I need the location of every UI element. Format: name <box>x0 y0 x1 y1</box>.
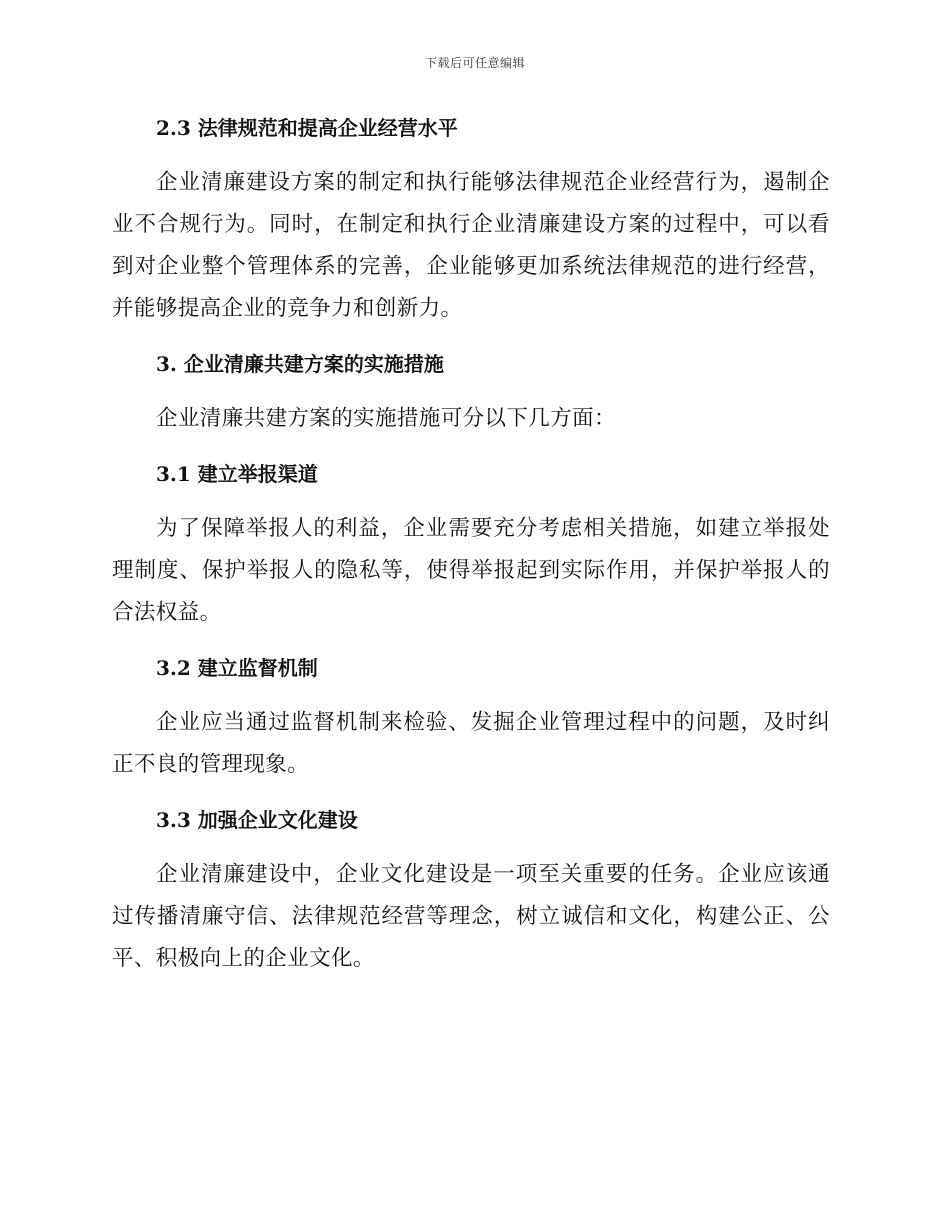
section-heading-3: 3. 企业清廉共建方案的实施措施 <box>156 352 444 376</box>
section-paragraph: 企业清廉建设中，企业文化建设是一项至关重要的任务。企业应该通过传播清廉守信、法律规范经营等理念，树立诚信和文化，构建公正、公平、积极向上的企业文化。 <box>112 862 830 971</box>
section-paragraph: 企业清廉建设方案的制定和执行能够法律规范企业经营行为，遏制企业不合规行为。同时，在制定和执行企业清廉建设方案的过程中，可以看到对企业整个管理体系的完善，企业能够更加系统法律规范的进行经营，并能够提高企业的竞争力和创新力。 <box>112 170 830 321</box>
section-paragraph: 企业应当通过监督机制来检验、发掘企业管理过程中的问题，及时纠正不良的管理现象。 <box>112 710 830 777</box>
page-header: 下载后可任意编辑 <box>424 56 525 70</box>
section-heading-3-3: 3.3 加强企业文化建设 <box>156 808 358 832</box>
document-body <box>112 108 830 994</box>
section-heading-3-1: 3.1 建立举报渠道 <box>156 462 318 486</box>
section-paragraph: 企业清廉共建方案的实施措施可分以下几方面： <box>156 406 616 431</box>
section-heading-3-2: 3.2 建立监督机制 <box>156 656 318 680</box>
section-heading-2-3: 2.3 法律规范和提高企业经营水平 <box>156 116 458 140</box>
section-paragraph: 为了保障举报人的利益，企业需要充分考虑相关措施，如建立举报处理制度、保护举报人的隐私等，使得举报起到实际作用，并保护举报人的合法权益。 <box>112 516 830 625</box>
